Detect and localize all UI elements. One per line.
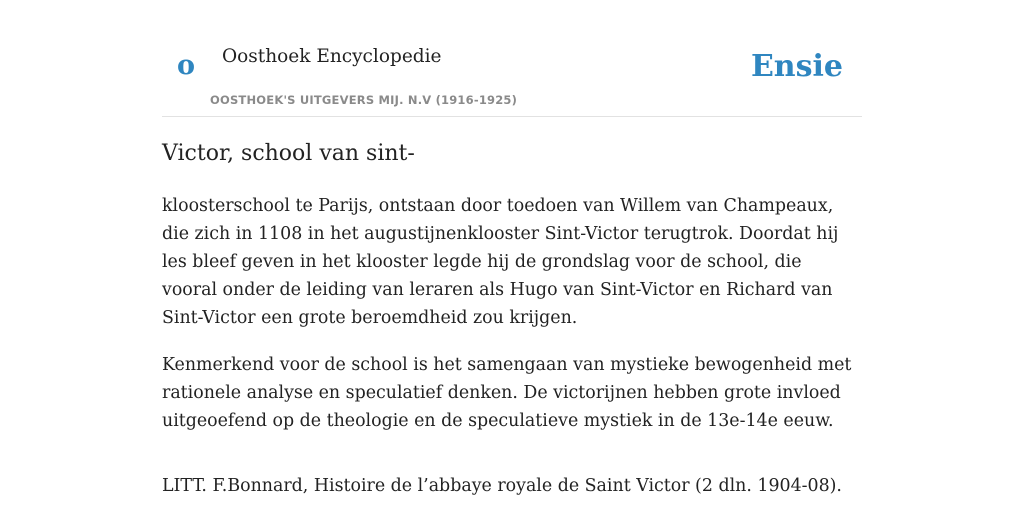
publisher-label: OOSTHOEK'S UITGEVERS MIJ. N.V (1916-1925) [210, 93, 518, 107]
encyclopedia-title[interactable]: Oosthoek Encyclopedie [222, 46, 442, 67]
article-body [162, 192, 862, 519]
article-title: Victor, school van sint- [162, 141, 415, 166]
page-header [162, 0, 862, 117]
article-paragraph: kloosterschool te Parijs, ontstaan door toedoen van Willem van Champeaux, die zich in 1108 in het augustijnenklooster Sint-Victor terugtrok. Doordat hij les bleef geven in het klooster legde hij de grondslag voor de school, die vooral onder de leiding van leraren als Hugo van Sint-Victor en Richard van Sint-Victor een grote beroemdheid zou krijgen. [162, 196, 839, 328]
ensie-logo[interactable]: Ensie [750, 49, 843, 84]
logo-letter[interactable]: o [177, 50, 196, 81]
literature-reference: LITT. F.Bonnard, Histoire de l’abbaye royale de Saint Victor (2 dln. 1904-08). [162, 476, 842, 496]
article-paragraph: Kenmerkend voor de school is het samengaan van mystieke bewogenheid met rationele analyse en speculatief denken. De victorijnen hebben grote invloed uitgeoefend op de theologie en de speculatieve mystiek in de 13e-14e eeuw. [162, 355, 852, 431]
